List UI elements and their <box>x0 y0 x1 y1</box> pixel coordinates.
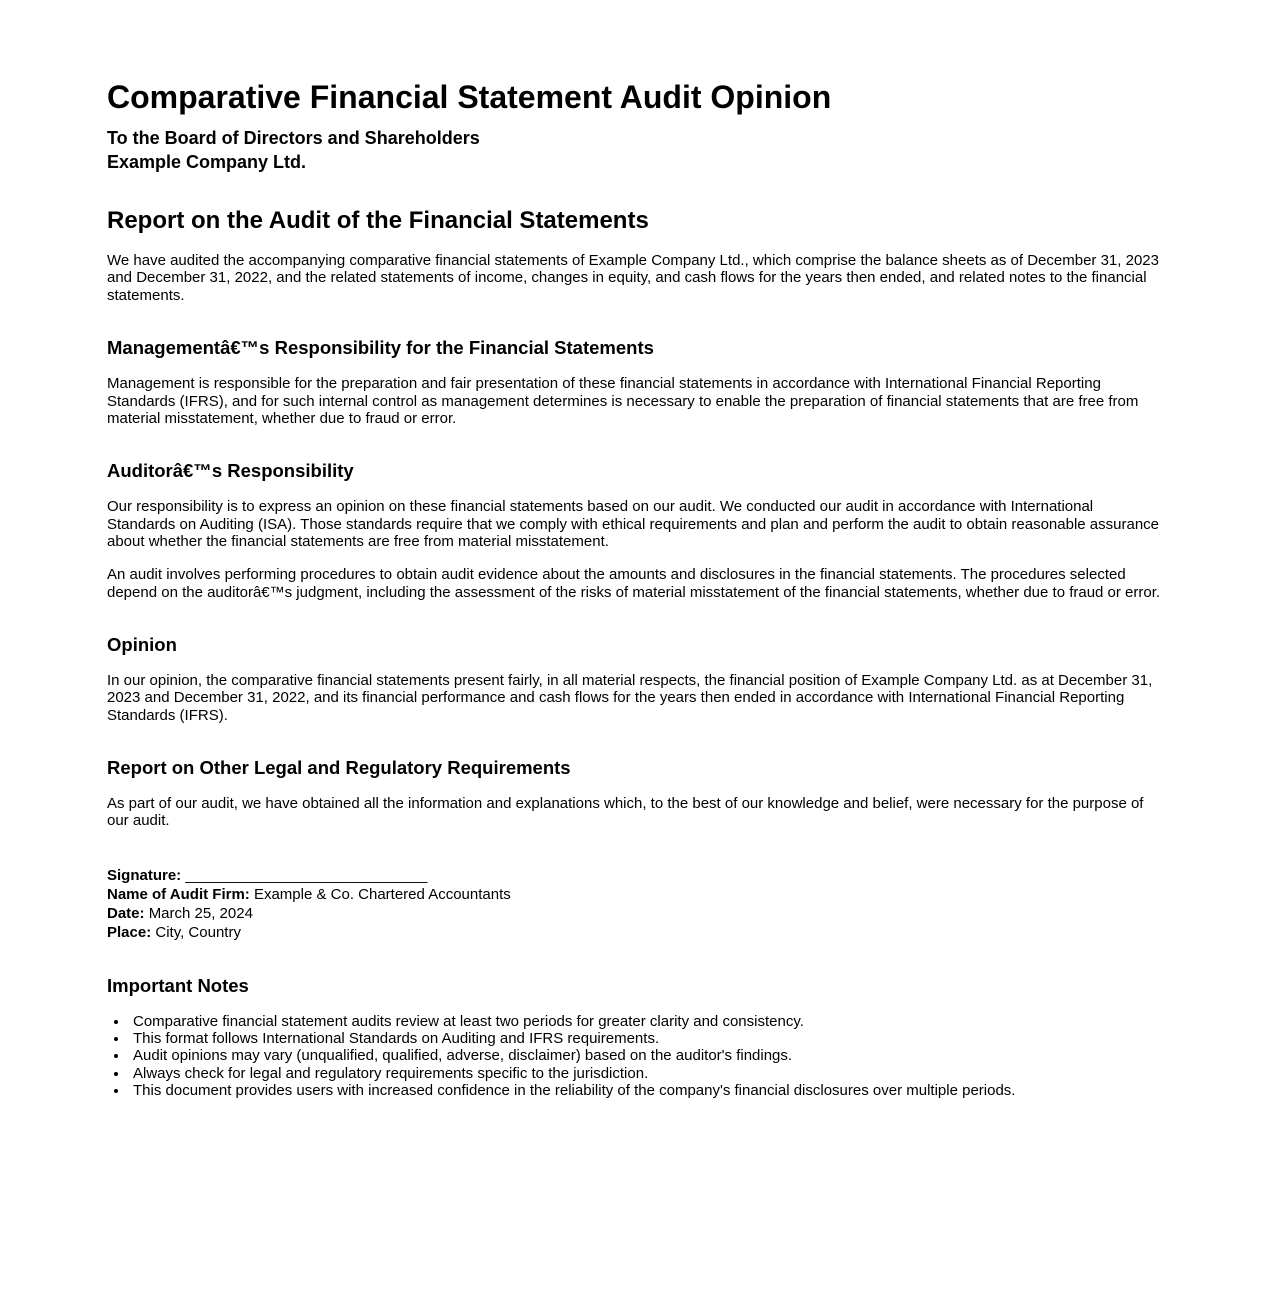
paragraph-auditor-1: Our responsibility is to express an opinion on these financial statements based on our audit. We conducted our audit in accordance with International Standards on Auditing (ISA). Those standards require that we comply with ethical requirements and plan and perform the audit to obtain reasonable assurance about whether the financial statements are free from material misstatement. <box>107 498 1160 550</box>
recipient-line-2: Example Company Ltd. <box>107 152 307 173</box>
recipient-block <box>107 126 1163 174</box>
paragraph-auditor-2: An audit involves performing procedures to obtain audit evidence about the amounts and disclosures in the financial statements. The procedures selected depend on the auditorâ€™s judgment, including the assessment of the risks of material misstatement of the financial statements, whether due to fraud or error. <box>107 566 1161 601</box>
note-item: • Audit opinions may vary (unqualified, qualified, adverse, disclaimer) based on the auditor's findings. <box>129 1047 1163 1064</box>
section-heading-report: Report on the Audit of the Financial Statements <box>107 207 649 235</box>
date-label: Date: <box>107 904 145 922</box>
signature-label: Signature: <box>107 866 182 884</box>
paragraph-legal: As part of our audit, we have obtained all the information and explanations which, to the best of our knowledge and belief, were necessary for the purpose of our audit. <box>107 795 1144 830</box>
place-row <box>107 923 1163 942</box>
notes-list <box>107 1013 1163 1099</box>
date-row <box>107 904 1163 923</box>
audit-firm-value: Example & Co. Chartered Accountants <box>253 885 511 903</box>
section-heading-auditor: Auditorâ€™s Responsibility <box>107 460 354 482</box>
paragraph-management: Management is responsible for the preparation and fair presentation of these financial statements in accordance with International Financial Reporting Standards (IFRS), and for such internal control as management determines is necessary to enable the preparation of financial statements that are free from material misstatement, whether due to fraud or error. <box>107 375 1139 427</box>
paragraph-intro: We have audited the accompanying comparative financial statements of Example Company Ltd., which comprise the balance sheets as of December 31, 2023 and December 31, 2022, and the related statements of income, changes in equity, and cash flows for the years then ended, and related notes to the financial statements. <box>107 252 1159 304</box>
audit-firm-row <box>107 885 1163 904</box>
paragraph-opinion: In our opinion, the comparative financial statements present fairly, in all material respects, the financial position of Example Company Ltd. as at December 31, 2023 and December 31, 2022, and its financial performance and cash flows for the years then ended in accordance with International Financial Reporting Standards (IFRS). <box>107 672 1153 724</box>
note-item: • This format follows International Standards on Auditing and IFRS requirements. <box>129 1030 1163 1047</box>
recipient-line-1: To the Board of Directors and Shareholders <box>107 128 480 149</box>
page-title: Comparative Financial Statement Audit Opinion <box>107 79 832 115</box>
audit-firm-label: Name of Audit Firm: <box>107 885 250 903</box>
section-heading-legal: Report on Other Legal and Regulatory Requirements <box>107 756 571 778</box>
place-value: City, Country <box>155 923 241 941</box>
date-value: March 25, 2024 <box>148 904 253 922</box>
signature-row <box>107 866 1163 885</box>
section-heading-management: Managementâ€™s Responsibility for the Financial Statements <box>107 337 654 359</box>
place-label: Place: <box>107 923 152 941</box>
signature-block <box>107 866 1163 942</box>
note-item: • This document provides users with increased confidence in the reliability of the company's financial disclosures over multiple periods. <box>129 1082 1163 1099</box>
note-item: • Comparative financial statement audits review at least two periods for greater clarity and consistency. <box>129 1013 1163 1030</box>
signature-line: _____________________________ <box>185 866 428 884</box>
section-heading-opinion: Opinion <box>107 633 177 655</box>
note-item: • Always check for legal and regulatory requirements specific to the jurisdiction. <box>129 1065 1163 1082</box>
section-heading-notes: Important Notes <box>107 974 249 996</box>
